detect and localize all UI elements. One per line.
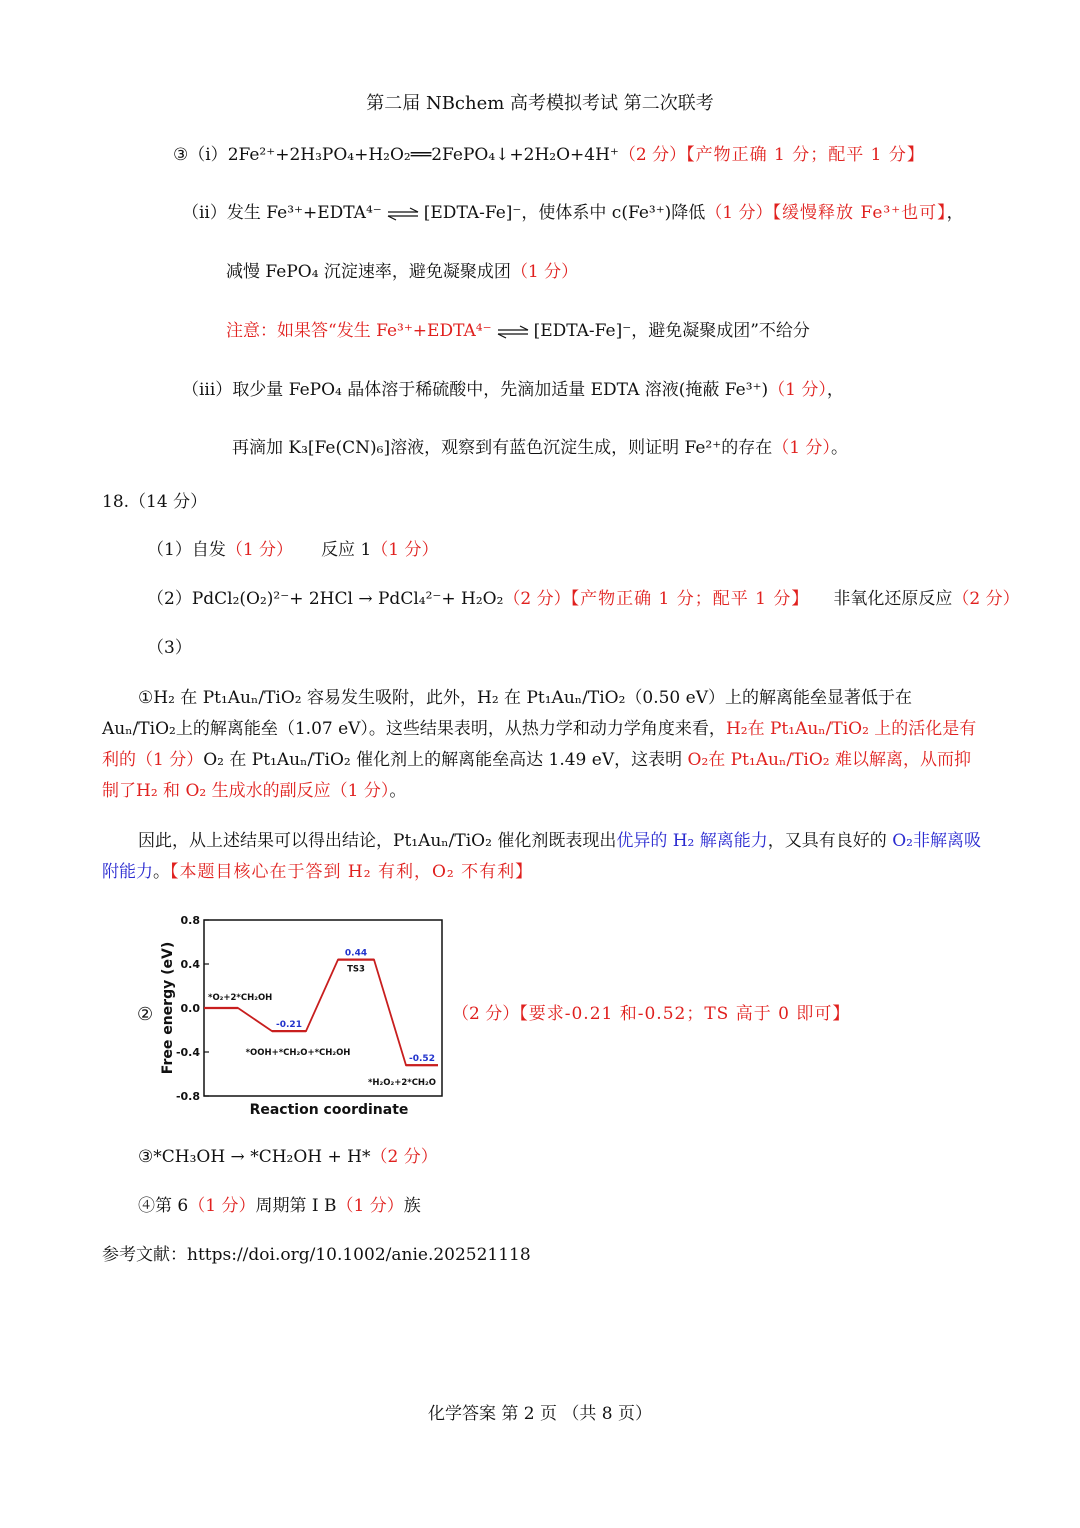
q18-para1 (102, 683, 982, 807)
q17-i-note: 【产物正确 1 分；配平 1 分】 (686, 145, 925, 165)
q17-i-line (173, 145, 925, 165)
q18-p33-score: （2 分） (370, 1147, 438, 1167)
plot-frame (204, 920, 442, 1096)
q18-p2-score: （2 分） (503, 589, 571, 609)
q17-ii-line1 (182, 203, 964, 223)
q18-para1-a: ①H₂ 在 Pt₁Auₙ/TiO₂ 容易发生吸附，此外，H₂ 在 Pt₁Auₙ/TiO₂（0.50 eV）上的解离能垒显著低于在 Auₙ/TiO₂ (102, 688, 912, 739)
q18-para2-c: ，又具有良好的 (767, 831, 893, 851)
q17-ii-line2 (226, 262, 578, 282)
q17-iii-text1: 取少量 FePO₄ 晶体溶于稀硫酸中，先滴加适量 EDTA 溶液(掩蔽 Fe³⁺) (232, 380, 769, 400)
q18-para2-d: O₂非解 (892, 831, 947, 851)
q18-para2-a: 因此，从上述结果可以得出结论，Pt₁Auₙ/TiO₂ 催化剂既表现出 (138, 831, 617, 851)
q17-iii-line1 (182, 380, 844, 400)
q17-iii-text2: 再滴加 K₃[Fe(CN)₆]溶液，观察到有蓝色沉淀生成，则证明 Fe²⁺的存在 (232, 438, 773, 458)
energy-value-label: -0.21 (276, 1020, 302, 1031)
page-header: 第二届 NBchem 高考模拟考试 第二次联考 (366, 93, 714, 114)
q18-part2 (147, 589, 1020, 609)
q18-p34-score1: （1 分） (188, 1196, 256, 1216)
q18-para1-f: O₂在 Pt₁Auₙ/TiO₂ 难以解离，从而抑制了 (102, 750, 972, 801)
reference-url[interactable]: https://doi.org/10.1002/anie.202521118 (187, 1245, 531, 1265)
q18-p34-c: 族 (403, 1196, 421, 1216)
q18-p1-text2: 反应 1 (321, 540, 372, 560)
q17-i-label: ③（i） (173, 145, 228, 165)
energy-value-label: 0.44 (344, 948, 368, 959)
y-axis-label: Free energy (eV) (160, 941, 176, 1075)
q17-i-equation: 2Fe²⁺+2H₃PO₄+H₂O₂══2FePO₄↓+2H₂O+4H⁺ (227, 145, 619, 165)
q18-p2-score2: （2 分） (952, 589, 1020, 609)
figure-note (452, 1004, 850, 1024)
q18-para1-d: （1 分） (136, 750, 204, 770)
q18-part3-3 (138, 1147, 438, 1167)
q18-para1-g: H₂ 和 O₂ 生成水的副反应 (136, 781, 331, 801)
y-tick-label: -0.4 (175, 1046, 200, 1059)
q18-para1-c: H₂在 Pt₁Auₙ/TiO₂ 上的活化是有利的 (102, 719, 977, 770)
q18-para2-g: 【本题目核心在于答到 H₂ 有利，O₂ 不有利】 (170, 862, 534, 882)
energy-profile-svg (148, 906, 458, 1124)
q18-p34-b: 周期第 I B (255, 1196, 337, 1216)
equilibrium-arrow-icon (386, 207, 420, 221)
q18-p2-note: 【产物正确 1 分；配平 1 分】 (570, 589, 810, 609)
q18-para1-i: 。 (389, 781, 407, 801)
q18-para2 (102, 826, 982, 888)
state-label: TS3 (347, 964, 365, 975)
energy-profile-chart (148, 906, 458, 1124)
reference-line (102, 1245, 531, 1265)
q18-p1-label: （1）自发 (147, 540, 226, 560)
q18-para1-b: 上的解离能垒（1.07 eV）。这些结果表明，从热力学和动力学角度来看， (175, 719, 726, 739)
q18-p34-score2: （1 分） (336, 1196, 404, 1216)
q17-i-score: （2 分） (618, 145, 687, 165)
q17-ii-note1: 【缓慢释放 Fe³⁺也可】 (772, 203, 947, 223)
q17-ii-label: （ii） (182, 203, 227, 223)
q18-p2-equation: PdCl₂(O₂)²⁻+ 2HCl → PdCl₄²⁻+ H₂O₂ (191, 589, 504, 609)
q17-ii-note-left: 注意：如果答“发生 Fe³⁺+EDTA⁴⁻ (226, 321, 492, 341)
q18-p1-score2: （1 分） (371, 540, 439, 560)
q17-iii-period: 。 (830, 438, 848, 458)
q17-iii-line2 (232, 438, 848, 458)
q18-part1 (147, 540, 439, 560)
q18-para1-e: O₂ 在 Pt₁Auₙ/TiO₂ 催化剂上的解离能垒高达 1.49 eV，这表明 (203, 750, 688, 770)
q18-para2-e: 离吸附能力 (102, 831, 981, 882)
q18-para2-b: 优异的 H₂ 解离能力 (616, 831, 768, 851)
state-label: *O₂+2*CH₂OH (208, 993, 273, 1003)
q18-para2-f: 。 (153, 862, 170, 882)
state-label: *H₂O₂+2*CH₂O (367, 1078, 436, 1089)
reference-label: 参考文献： (102, 1245, 187, 1265)
q18-p1-score1: （1 分） (225, 540, 294, 560)
energy-value-label: -0.52 (409, 1054, 435, 1065)
q18-heading: 18.（14 分） (102, 492, 208, 512)
state-label: *OOH+*CH₂O+*CH₂OH (245, 1048, 351, 1059)
q17-ii-reaction-right: [EDTA-Fe]⁻，使体系中 c(Fe³⁺)降低 (423, 203, 706, 223)
q17-ii-score1: （1 分） (705, 203, 773, 223)
x-axis-label: Reaction coordinate (249, 1102, 409, 1118)
q17-iii-label: （iii） (182, 380, 233, 400)
q17-iii-score1: （1 分） (768, 380, 827, 400)
y-tick-label: -0.8 (175, 1090, 200, 1103)
q18-p2-answer2: 非氧化还原反应 (833, 589, 953, 609)
q18-p34-a: ④第 6 (138, 1196, 189, 1216)
q18-p33-text: ③*CH₃OH → *CH₂OH + H* (138, 1147, 371, 1167)
q17-ii-comma: ， (946, 203, 964, 223)
equilibrium-arrow-icon (496, 325, 530, 339)
y-tick-label: 0.4 (180, 958, 200, 971)
q18-p2-label: （2） (147, 589, 192, 609)
q17-ii-reaction-left: 发生 Fe³⁺+EDTA⁴⁻ (226, 203, 382, 223)
q17-iii-score2: （1 分） (772, 438, 831, 458)
q17-ii-text2: 减慢 FePO₄ 沉淀速率，避免凝聚成团 (226, 262, 511, 282)
q17-ii-note-right: [EDTA-Fe]⁻，避免凝聚成团”不给分 (533, 321, 810, 341)
figure-label: ② (137, 1004, 154, 1025)
q18-part3-label: （3） (147, 638, 192, 658)
q17-ii-note (226, 321, 810, 341)
q18-part3-4 (138, 1196, 421, 1216)
figure-score: （2 分） (452, 1004, 520, 1024)
q17-ii-score2: （1 分） (510, 262, 579, 282)
q17-iii-comma: ， (826, 380, 844, 400)
y-tick-label: 0.0 (180, 1002, 200, 1015)
q18-para1-h: （1 分） (330, 781, 390, 801)
y-tick-label: 0.8 (180, 914, 200, 927)
figure-note-text: 【要求-0.21 和-0.52；TS 高于 0 即可】 (519, 1004, 851, 1024)
page-footer: 化学答案 第 2 页 （共 8 页） (427, 1404, 653, 1424)
